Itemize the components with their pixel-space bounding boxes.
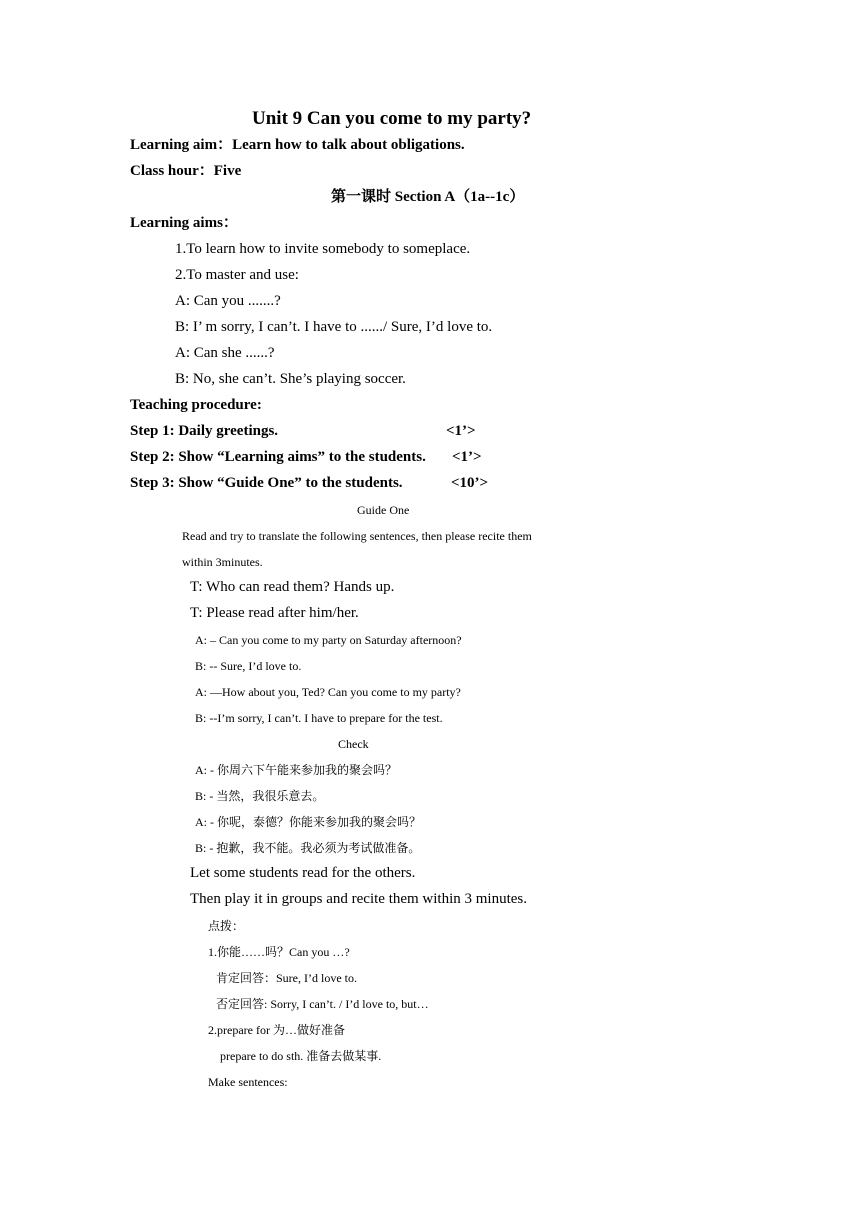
- procedure-heading: Teaching procedure:: [130, 397, 262, 413]
- check-line: B: - 当然，我很乐意去。: [195, 789, 325, 803]
- aim-item: 1.To learn how to invite somebody to someplace.: [175, 241, 471, 257]
- aim-item: A: Can you .......?: [175, 293, 281, 309]
- guide-intro: Read and try to translate the following sentences, then please recite them: [182, 529, 532, 543]
- step-time: <10’>: [451, 475, 489, 491]
- section-heading: 第一课时 Section A（1a--1c）: [331, 189, 525, 205]
- check-line: A: - 你周六下午能来参加我的聚会吗？: [195, 763, 397, 777]
- step-text: Step 1: Daily greetings.: [130, 423, 279, 439]
- learning-aims-heading: Learning aims：: [130, 215, 238, 231]
- tip-line: 否定回答: Sorry, I can’t. / I’d love to, but…: [216, 997, 429, 1011]
- guide-title: Guide One: [357, 503, 410, 517]
- page-title: Unit 9 Can you come to my party?: [252, 108, 532, 129]
- dialogue-line: B: --I’m sorry, I can’t. I have to prepare for the test.: [195, 711, 443, 725]
- tip-line: 2.prepare for 为…做好准备: [208, 1023, 345, 1037]
- tip-line: Make sentences:: [208, 1075, 288, 1089]
- instruction-line: Then play it in groups and recite them within 3 minutes.: [190, 891, 528, 907]
- dialogue-line: B: -- Sure, I’d love to.: [195, 659, 302, 673]
- step-time: <1’>: [452, 449, 482, 465]
- aim-item: B: No, she can’t. She’s playing soccer.: [175, 371, 406, 387]
- aim-item: B: I’ m sorry, I can’t. I have to ....../ Sure, I’d love to.: [175, 319, 493, 335]
- dialogue-line: A: —How about you, Ted? Can you come to my party?: [195, 685, 461, 699]
- check-line: A: - 你呢，泰德？你能来参加我的聚会吗？: [195, 815, 421, 829]
- aim-item: A: Can she ......?: [175, 345, 275, 361]
- class-hour-line: Class hour：Five: [130, 163, 242, 179]
- tips-heading: 点拨：: [208, 919, 245, 933]
- tip-line: prepare to do sth. 准备去做某事.: [220, 1049, 382, 1063]
- tip-line: 1.你能……吗？Can you …?: [208, 945, 350, 959]
- aim-item: 2.To master and use:: [175, 267, 299, 283]
- step-text: Step 2: Show “Learning aims” to the students.: [130, 449, 426, 465]
- teacher-line: T: Please read after him/her.: [190, 605, 359, 621]
- step-text: Step 3: Show “Guide One” to the students.: [130, 475, 403, 491]
- learning-aim-line: Learning aim：Learn how to talk about obligations.: [130, 137, 465, 153]
- check-title: Check: [338, 737, 369, 751]
- step-time: <1’>: [446, 423, 476, 439]
- guide-intro: within 3minutes.: [182, 555, 263, 569]
- check-line: B: - 抱歉，我不能。我必须为考试做准备。: [195, 841, 421, 855]
- teacher-line: T: Who can read them? Hands up.: [190, 579, 395, 595]
- tip-line: 肯定回答：Sure, I’d love to.: [216, 971, 357, 985]
- instruction-line: Let some students read for the others.: [190, 865, 416, 881]
- dialogue-line: A: – Can you come to my party on Saturday afternoon?: [195, 633, 462, 647]
